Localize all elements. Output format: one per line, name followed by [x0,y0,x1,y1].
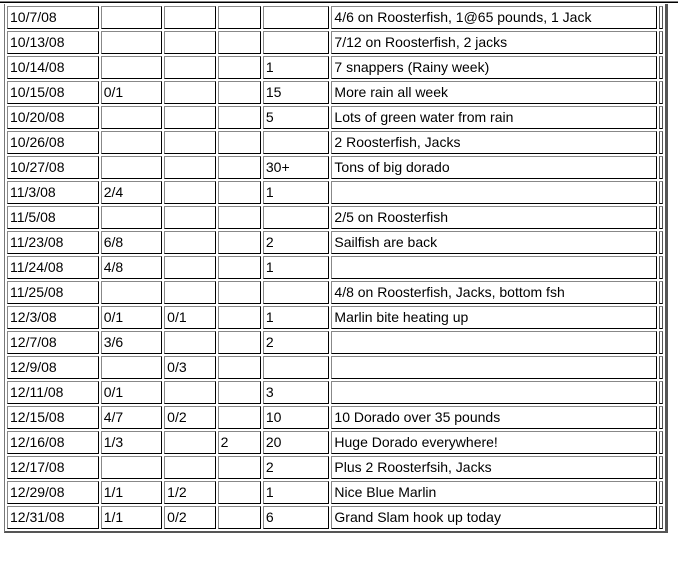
count-cell-3 [218,56,261,79]
count-cell-4 [263,281,330,304]
table-row [7,306,663,329]
count-cell-4: 1 [263,56,330,79]
fishing-report-body [7,6,663,529]
count-cell-1: 1/1 [101,506,162,529]
count-cell-3 [218,156,261,179]
note-cell: 10 Dorado over 35 pounds [331,406,657,429]
count-cell-2 [164,181,215,204]
count-cell-3 [218,206,261,229]
row-edge-cell [659,506,663,529]
count-cell-4 [263,31,330,54]
table-row [7,281,663,304]
count-cell-2 [164,156,215,179]
date-cell: 11/25/08 [7,281,99,304]
count-cell-4: 6 [263,506,330,529]
count-cell-3 [218,281,261,304]
row-edge-cell [659,331,663,354]
count-cell-2 [164,256,215,279]
count-cell-2 [164,106,215,129]
count-cell-4: 2 [263,231,330,254]
count-cell-4: 10 [263,406,330,429]
row-edge-cell [659,356,663,379]
table-row [7,6,663,29]
table-row [7,506,663,529]
date-cell: 11/5/08 [7,206,99,229]
top-divider [0,1,678,3]
note-cell [331,181,657,204]
count-cell-1 [101,356,162,379]
row-edge-cell [659,81,663,104]
count-cell-2 [164,231,215,254]
table-row [7,156,663,179]
count-cell-4: 1 [263,256,330,279]
count-cell-1: 1/1 [101,481,162,504]
count-cell-3 [218,481,261,504]
date-cell: 11/24/08 [7,256,99,279]
note-cell: 7/12 on Roosterfish, 2 jacks [331,31,657,54]
row-edge-cell [659,106,663,129]
table-row [7,31,663,54]
count-cell-1 [101,456,162,479]
date-cell: 12/29/08 [7,481,99,504]
table-row [7,256,663,279]
count-cell-2: 0/3 [164,356,215,379]
date-cell: 12/17/08 [7,456,99,479]
date-cell: 11/23/08 [7,231,99,254]
note-cell [331,331,657,354]
count-cell-4: 15 [263,81,330,104]
row-edge-cell [659,456,663,479]
count-cell-1: 4/7 [101,406,162,429]
date-cell: 10/15/08 [7,81,99,104]
count-cell-2 [164,456,215,479]
table-row [7,381,663,404]
count-cell-3 [218,181,261,204]
count-cell-2 [164,81,215,104]
count-cell-2: 0/2 [164,506,215,529]
note-cell: Sailfish are back [331,231,657,254]
count-cell-2 [164,331,215,354]
table-row [7,206,663,229]
row-edge-cell [659,156,663,179]
note-cell: Marlin bite heating up [331,306,657,329]
count-cell-3 [218,6,261,29]
count-cell-3 [218,131,261,154]
table-row [7,331,663,354]
count-cell-1 [101,56,162,79]
row-edge-cell [659,306,663,329]
count-cell-4: 3 [263,381,330,404]
count-cell-4: 1 [263,481,330,504]
count-cell-3 [218,106,261,129]
note-cell: Lots of green water from rain [331,106,657,129]
note-cell: Plus 2 Roosterfsih, Jacks [331,456,657,479]
date-cell: 11/3/08 [7,181,99,204]
count-cell-1 [101,106,162,129]
count-cell-4: 2 [263,331,330,354]
date-cell: 12/9/08 [7,356,99,379]
count-cell-1: 0/1 [101,381,162,404]
count-cell-3: 2 [218,431,261,454]
date-cell: 10/20/08 [7,106,99,129]
count-cell-3 [218,31,261,54]
count-cell-1: 3/6 [101,331,162,354]
count-cell-1: 2/4 [101,181,162,204]
note-cell: Grand Slam hook up today [331,506,657,529]
count-cell-4: 30+ [263,156,330,179]
count-cell-4: 1 [263,181,330,204]
count-cell-1: 0/1 [101,306,162,329]
date-cell: 12/11/08 [7,381,99,404]
count-cell-1: 1/3 [101,431,162,454]
count-cell-1: 0/1 [101,81,162,104]
table-row [7,481,663,504]
date-cell: 12/3/08 [7,306,99,329]
count-cell-3 [218,81,261,104]
count-cell-4: 5 [263,106,330,129]
note-cell: 2 Roosterfish, Jacks [331,131,657,154]
row-edge-cell [659,381,663,404]
count-cell-3 [218,331,261,354]
table-row [7,431,663,454]
row-edge-cell [659,6,663,29]
note-cell: 4/6 on Roosterfish, 1@65 pounds, 1 Jack [331,6,657,29]
count-cell-1 [101,31,162,54]
count-cell-1 [101,281,162,304]
row-edge-cell [659,281,663,304]
count-cell-3 [218,506,261,529]
table-row [7,81,663,104]
count-cell-1 [101,6,162,29]
count-cell-3 [218,456,261,479]
note-cell: More rain all week [331,81,657,104]
note-cell [331,356,657,379]
count-cell-4 [263,206,330,229]
date-cell: 10/26/08 [7,131,99,154]
count-cell-1 [101,131,162,154]
row-edge-cell [659,431,663,454]
count-cell-4: 2 [263,456,330,479]
date-cell: 10/7/08 [7,6,99,29]
fishing-report-table [5,4,665,531]
count-cell-2: 1/2 [164,481,215,504]
count-cell-1 [101,206,162,229]
count-cell-4 [263,356,330,379]
row-edge-cell [659,206,663,229]
count-cell-2: 0/2 [164,406,215,429]
count-cell-3 [218,256,261,279]
row-edge-cell [659,481,663,504]
note-cell: 4/8 on Roosterfish, Jacks, bottom fsh [331,281,657,304]
count-cell-2: 0/1 [164,306,215,329]
count-cell-4: 1 [263,306,330,329]
date-cell: 10/14/08 [7,56,99,79]
count-cell-1: 6/8 [101,231,162,254]
row-edge-cell [659,256,663,279]
count-cell-3 [218,231,261,254]
row-edge-cell [659,31,663,54]
date-cell: 12/7/08 [7,331,99,354]
count-cell-3 [218,356,261,379]
table-row [7,181,663,204]
note-cell: Tons of big dorado [331,156,657,179]
row-edge-cell [659,56,663,79]
count-cell-1: 4/8 [101,256,162,279]
table-row [7,406,663,429]
table-row [7,106,663,129]
note-cell: 7 snappers (Rainy week) [331,56,657,79]
count-cell-3 [218,381,261,404]
note-cell [331,381,657,404]
row-edge-cell [659,406,663,429]
date-cell: 12/15/08 [7,406,99,429]
note-cell: Nice Blue Marlin [331,481,657,504]
count-cell-3 [218,406,261,429]
count-cell-2 [164,431,215,454]
count-cell-4: 20 [263,431,330,454]
table-row [7,456,663,479]
note-cell: 2/5 on Roosterfish [331,206,657,229]
row-edge-cell [659,131,663,154]
count-cell-4 [263,6,330,29]
date-cell: 10/27/08 [7,156,99,179]
note-cell [331,256,657,279]
date-cell: 12/16/08 [7,431,99,454]
count-cell-2 [164,281,215,304]
count-cell-2 [164,206,215,229]
count-cell-2 [164,131,215,154]
row-edge-cell [659,181,663,204]
count-cell-3 [218,306,261,329]
count-cell-2 [164,381,215,404]
date-cell: 10/13/08 [7,31,99,54]
note-cell: Huge Dorado everywhere! [331,431,657,454]
count-cell-1 [101,156,162,179]
row-edge-cell [659,231,663,254]
date-cell: 12/31/08 [7,506,99,529]
count-cell-4 [263,131,330,154]
fishing-report-table-frame [4,4,668,533]
table-row [7,131,663,154]
count-cell-2 [164,56,215,79]
count-cell-2 [164,31,215,54]
count-cell-2 [164,6,215,29]
table-row [7,356,663,379]
table-row [7,231,663,254]
table-row [7,56,663,79]
